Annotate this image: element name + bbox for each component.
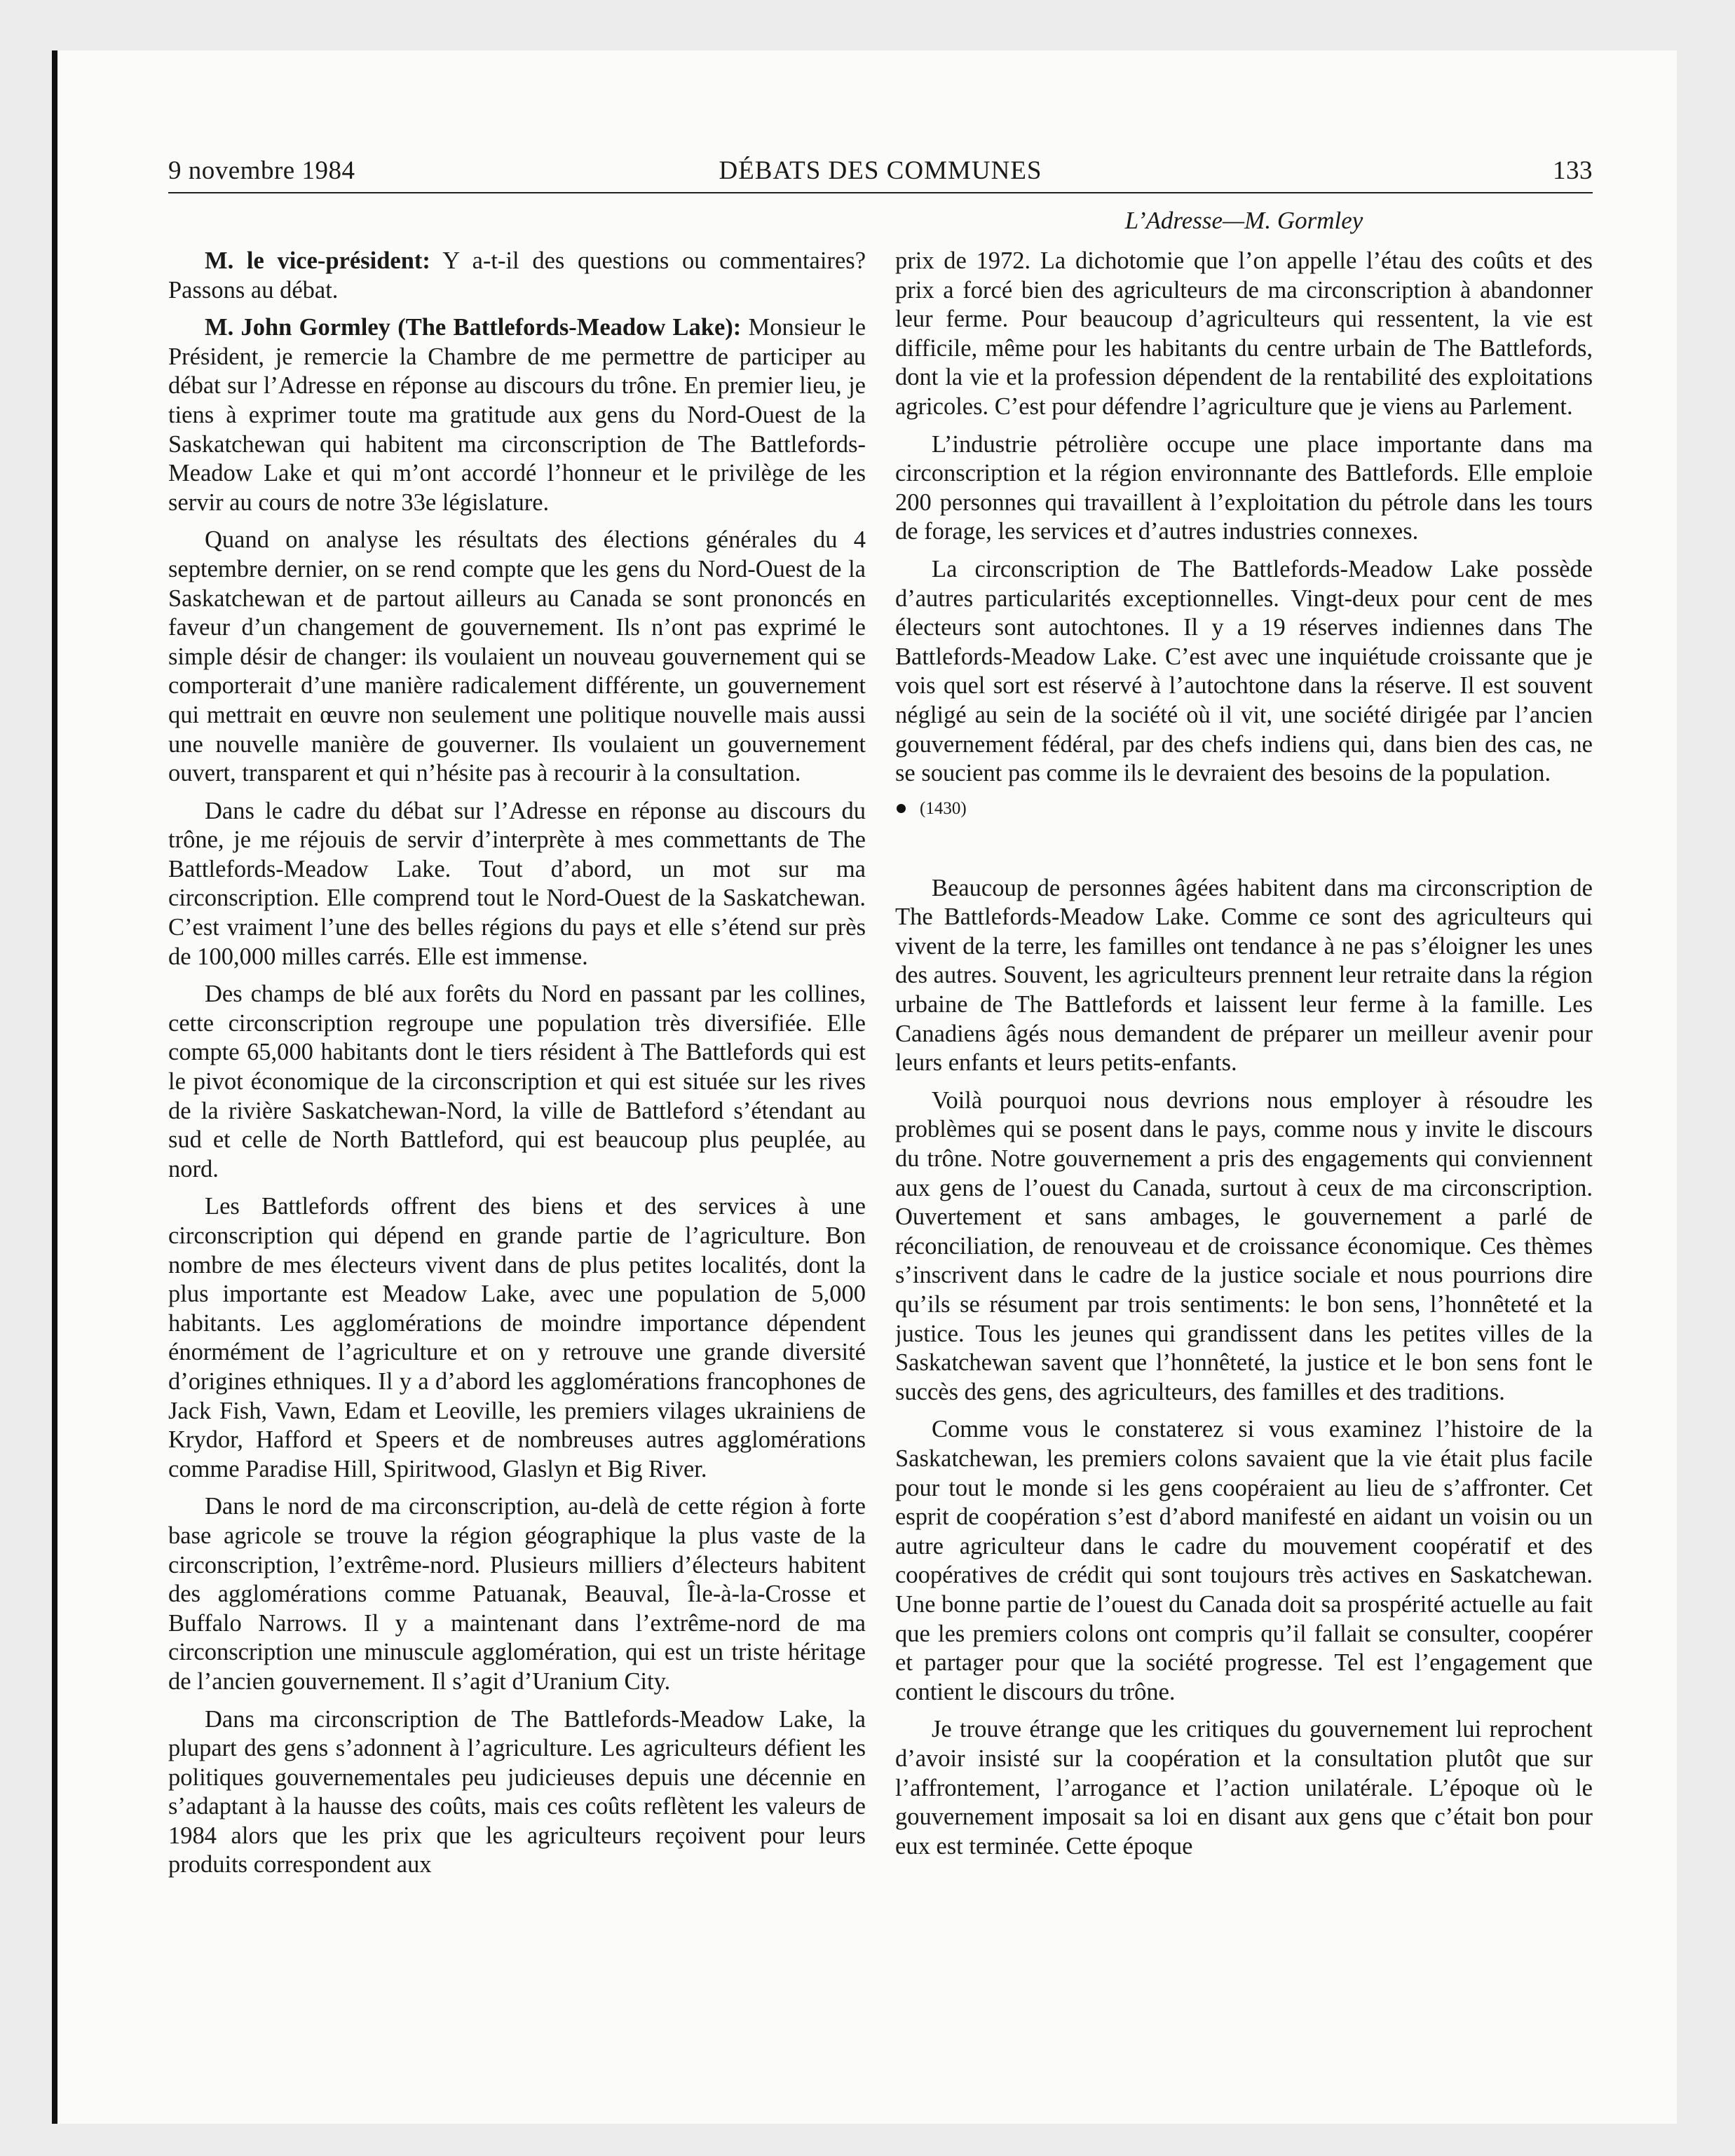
paragraph-text: Monsieur le Président, je remercie la Chambre de me permettre de participer au débat sur l’Adresse en réponse au discours du trône. En premier lieu, je tiens à exprimer toute ma gratitude aux gens du Nord-Ouest de la Saskatchewan qui habitent ma circonscription de The Battlefords-Meadow Lake et qui m’ont accordé l’honneur et le privilège de les servir au cours de notre 33e législature. <box>168 314 866 516</box>
time-marker <box>895 798 1593 819</box>
paragraph: L’industrie pétrolière occupe une place importante dans ma circonscription et la région environnante des Battlefords. Elle emploie 200 personnes qui travaillent à l’exploitation du pétrole dans les tours de forage, les services et d’autres industries connexes. <box>895 430 1593 545</box>
paragraph: Beaucoup de personnes âgées habitent dans ma circonscription de The Battlefords-Meadow Lake. Comme ce sont des agriculteurs qui vivent de la terre, les familles ont tendance à ne pas s’éloigner les unes des autres. Souvent, les agriculteurs prennent leur retraite dans la région urbaine de The Battlefords et laissent leur ferme à la famille. Les Canadiens âgés nous demandent de préparer un meilleur avenir pour leurs enfants et leurs petits-enfants. <box>895 874 1593 1077</box>
paragraph-continued: prix de 1972. La dichotomie que l’on appelle l’étau des coûts et des prix a forcé bien des agriculteurs de ma circonscription à abandonner leur ferme. Pour beaucoup d’agriculteurs qui ressentent, la vie est difficile, même pour les habitants du centre urbain de The Battlefords, dont la vie et la profession dépendent de la rentabilité des exploitations agricoles. C’est pour défendre l’agriculture que je viens au Parlement. <box>895 247 1593 420</box>
paragraph: Quand on analyse les résultats des élections générales du 4 septembre dernier, on se rend compte que les gens du Nord-Ouest de la Saskatchewan et de partout ailleurs au Canada se sont prononcés en faveur d’un changement de gouvernement. Ils n’ont pas exprimé le simple désir de changer: ils voulaient un nouveau gouvernement qui se comporterait d’une manière radicalement différente, un gouvernement qui mettrait en œuvre non seulement une politique nouvelle mais aussi une nouvelle manière de gouverner. Ils voulaient un gouvernement ouvert, transparent et qui n’hésite pas à recourir à la consultation. <box>168 526 866 787</box>
paragraph: La circonscription de The Battlefords-Meadow Lake possède d’autres particularités exceptionnelles. Vingt-deux pour cent de mes électeurs sont autochtones. Il y a 19 réserves indiennes dans The Battlefords-Meadow Lake. C’est avec une inquiétude croissante que je vois quel sort est réservé à l’autochtone dans la réserve. Il est souvent négligé au sein de la société où il vit, une société dirigée par l’ancien gouvernement fédéral, par des chefs indiens qui, dans bien des cas, ne se soucient pas comme ils le devraient des besoins de la population. <box>895 555 1593 787</box>
header-date: 9 novembre 1984 <box>168 156 355 185</box>
time-marker-label: (1430) <box>920 798 967 818</box>
speaker-label: M. le vice-président: <box>205 247 430 274</box>
left-column <box>168 247 866 2041</box>
paragraph: Je trouve étrange que les critiques du gouvernement lui reprochent d’avoir insisté sur la coopération et la consultation plutôt que sur l’affrontement, l’arrogance et l’action unilatérale. L’époque où le gouvernement imposait sa loi en disant aux gens que c’était bon pour eux est terminée. Cette époque <box>895 1716 1593 1860</box>
right-column <box>895 247 1593 2041</box>
scan-edge <box>52 50 57 2124</box>
paragraph: Dans ma circonscription de The Battlefords-Meadow Lake, la plupart des gens s’adonnent à l’agriculture. Les agriculteurs défient les politiques gouvernementales peu judicieuses depuis une décennie en s’adaptant à la hausse des coûts, mais ces coûts reflètent les valeurs de 1984 alors que les prix que les agriculteurs reçoivent pour leurs produits correspondent aux <box>168 1705 866 1878</box>
bullet-dot-icon <box>897 804 906 813</box>
paragraph <box>168 247 866 305</box>
paragraph <box>168 313 866 517</box>
paragraph: Dans le cadre du débat sur l’Adresse en réponse au discours du trône, je me réjouis de servir d’interprète à mes commettants de The Battlefords-Meadow Lake. Tout d’abord, un mot sur ma circonscription. Elle comprend tout le Nord-Ouest de la Saskatchewan. C’est vraiment l’une des belles régions du pays et elle s’étend sur près de 100,000 milles carrés. Elle est immense. <box>168 797 866 970</box>
paragraph: Comme vous le constaterez si vous examinez l’histoire de la Saskatchewan, les premiers colons savaient que la vie était plus facile pour tout le monde si les gens coopéraient au lieu de s’affronter. Cet esprit de coopération s’est d’abord manifesté en aidant un voisin ou un autre agriculteur dans le cadre du mouvement coopératif et des coopératives de crédit qui sont toujours très actives en Saskatchewan. Une bonne partie de l’ouest du Canada doit sa prospérité actuelle au fait que les premiers colons ont compris qu’il fallait se consulter, coopérer et partager pour que la société progresse. Tel est l’engagement que contient le discours du trône. <box>895 1416 1593 1705</box>
speaker-label: M. John Gormley (The Battlefords-Meadow Lake): <box>205 314 742 341</box>
paragraph: Voilà pourquoi nous devrions nous employer à résoudre les problèmes qui se posent dans le pays, comme nous y invite le discours du trône. Notre gouvernement a pris des engagements qui conviennent aux gens de l’ouest du Canada, surtout à ceux de ma circonscription. Ouvertement et sans ambages, le gouvernement a parlé de réconciliation, de renouveau et de croissance économique. Ces thèmes s’inscrivent dans le cadre de la justice sociale et nous pourrions dire qu’ils se résument par trois sentiments: le bon sens, l’honnêteté et la justice. Tous les jeunes qui grandissent dans les petites villes de la Saskatchewan savent que l’honnêteté, la justice et le bon sens font le succès des gens, des agriculteurs, des familles et des traditions. <box>895 1086 1593 1405</box>
header-title: DÉBATS DES COMMUNES <box>719 156 1042 185</box>
paragraph: Les Battlefords offrent des biens et des services à une circonscription qui dépend en grande partie de l’agriculture. Bon nombre de mes électeurs vivent dans de plus petites localités, dont la plus importante est Meadow Lake, avec une population de 5,000 habitants. Les agglomérations de moindre importance dépendent énormément de l’agriculture et on y retrouve une grande diversité d’origines ethniques. Il y a d’abord les agglomérations francophones de Jack Fish, Vawn, Edam et Leoville, les premiers vilages ukrainiens de Krydor, Hafford et Speers et de nombreuses autres agglomérations comme Paradise Hill, Spiritwood, Glaslyn et Big River. <box>168 1193 866 1482</box>
paragraph-text: Y a-t-il des questions ou commentaires? Passons au débat. <box>168 247 866 303</box>
page-header <box>168 156 1593 192</box>
running-head: L’Adresse—M. Gormley <box>1124 207 1363 234</box>
header-rule <box>168 192 1593 193</box>
header-page-number: 133 <box>1553 156 1593 185</box>
paragraph: Des champs de blé aux forêts du Nord en passant par les collines, cette circonscription regroupe une population très diversifiée. Elle compte 65,000 habitants dont le tiers résident à The Battlefords qui est le pivot économique de la circonscription et qui est située sur les rives de la rivière Saskatchewan-Nord, la ville de Battleford s’étendant au sud et celle de North Battleford, qui est beaucoup plus peuplée, au nord. <box>168 981 866 1182</box>
paragraph: Dans le nord de ma circonscription, au-delà de cette région à forte base agricole se trouve la région géographique la plus vaste de la circonscription, l’extrême-nord. Plusieurs milliers d’électeurs habitent des agglomérations comme Patuanak, Beauval, Île-à-la-Crosse et Buffalo Narrows. Il y a maintenant dans l’extrême-nord de ma circonscription une minuscule agglomération, qui est un triste héritage de l’ancien gouvernement. Il s’agit d’Uranium City. <box>168 1493 866 1695</box>
